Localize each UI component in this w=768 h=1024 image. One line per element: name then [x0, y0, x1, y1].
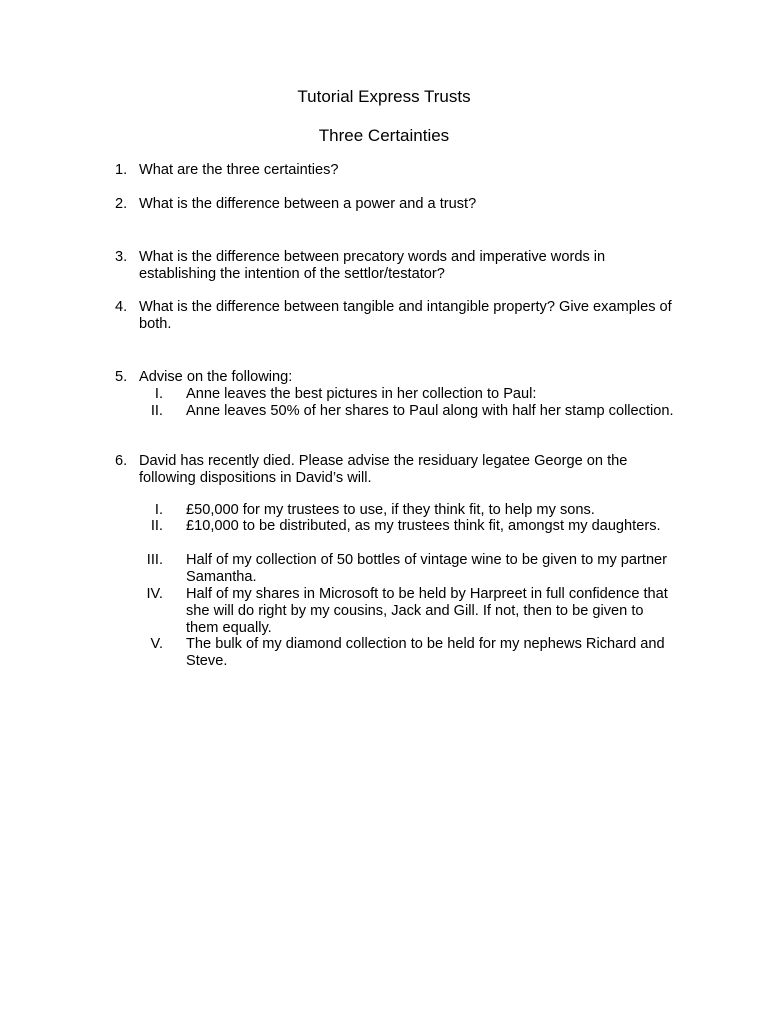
question-text: What is the difference between tangible and intangible property? Give examples of both.	[139, 299, 672, 332]
sub-item-text: Half of my collection of 50 bottles of vintage wine to be given to my partner Samantha.	[186, 552, 668, 585]
document-subtitle: Three Certainties	[318, 126, 450, 145]
sub-item-number: IV.	[146, 586, 163, 602]
sub-item-number: I.	[154, 502, 163, 518]
question-text: Advise on the following:	[139, 369, 293, 385]
question-number: 6.	[115, 453, 128, 469]
question-text: What is the difference between precatory words and imperative words in establishing the intention of the settlor/testator?	[139, 249, 606, 282]
document-title: Tutorial Express Trusts	[297, 87, 471, 106]
question-text: David has recently died. Please advise the residuary legatee George on the following dispositions in David’s will.	[139, 453, 628, 486]
sub-item-number: I.	[154, 386, 163, 402]
sub-item-text: Anne leaves the best pictures in her collection to Paul:	[186, 386, 537, 402]
sub-item-text: £10,000 to be distributed, as my trustees think fit, amongst my daughters.	[186, 518, 661, 534]
sub-item-number: II.	[150, 518, 163, 534]
question-number: 5.	[115, 369, 128, 385]
question-number: 4.	[115, 299, 128, 315]
sub-item-text: Half of my shares in Microsoft to be held by Harpreet in full confidence that she will do right by my cousins, Jack and Gill. If not, then to be given to them equally.	[186, 586, 668, 636]
question-text: What is the difference between a power and a trust?	[139, 196, 477, 212]
question-number: 3.	[115, 249, 128, 265]
sub-item-number: II.	[150, 403, 163, 419]
question-number: 1.	[115, 162, 128, 178]
sub-item-number: III.	[146, 552, 163, 568]
question-number: 2.	[115, 196, 128, 212]
question-text: What are the three certainties?	[139, 162, 339, 178]
sub-item-text: Anne leaves 50% of her shares to Paul along with half her stamp collection.	[186, 403, 674, 419]
sub-item-text: The bulk of my diamond collection to be held for my nephews Richard and Steve.	[186, 636, 665, 669]
sub-item-text: £50,000 for my trustees to use, if they think fit, to help my sons.	[186, 502, 595, 518]
sub-item-number: V.	[150, 636, 163, 652]
